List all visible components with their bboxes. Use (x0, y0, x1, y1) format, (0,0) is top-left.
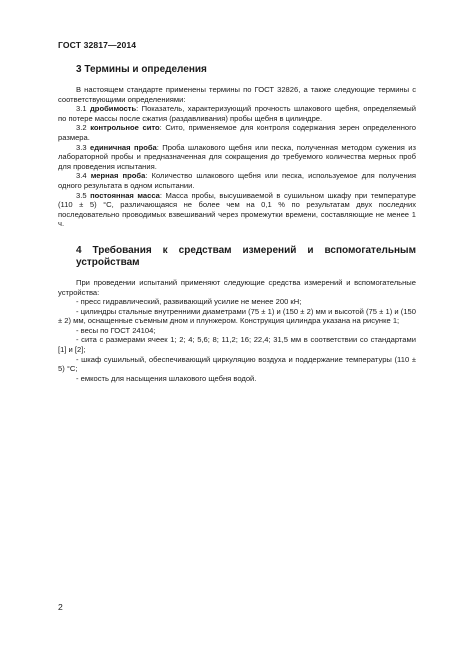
term-definition: : Сито, применяемое для контроля содержания зерен определенного размера. (58, 123, 416, 142)
section-4-title: 4 Требования к средствам измерений и вспомогательным устройствам (76, 244, 416, 268)
term-number: 3.1 (76, 104, 87, 114)
term-definition: : Количество шлакового щебня или песка, используемое для получения одного результата в одном испытании. (58, 171, 416, 190)
list-item: - пресс гидравлический, развивающий усилие не менее 200 кН; (76, 297, 302, 307)
document-header: ГОСТ 32817—2014 (58, 40, 137, 50)
list-item: - емкость для насыщения шлакового щебня водой. (76, 373, 257, 383)
term-number: 3.3 (76, 142, 87, 152)
equipment-list (58, 297, 416, 383)
section-3-title: 3 Термины и определения (76, 64, 207, 75)
list-item: - цилиндры стальные внутренними диаметрами (75 ± 1) и (150 ± 2) мм и высотой (75 ± 1) и (150 ± 2) мм, оснащенные съемным дном и плунжером. Конструкция цилиндра указана на рисунке 1; (58, 306, 416, 326)
term-3-2 (58, 123, 416, 142)
term-3-3 (58, 143, 416, 172)
term-name: единичная проба (89, 142, 157, 152)
term-3-1 (58, 104, 416, 123)
term-number: 3.5 (76, 190, 87, 200)
page-number: 2 (58, 602, 63, 612)
term-name: постоянная масса (90, 190, 160, 200)
document-body (58, 64, 416, 383)
term-definition: : Показатель, характеризующий прочность шлакового щебня, определяемый по потере массы после сжатия (раздавливания) пробы щебня в цилиндре. (58, 104, 416, 123)
section-4-intro: При проведении испытаний применяют следующие средства измерений и вспомогательные устройства: (58, 277, 416, 297)
term-number: 3.4 (76, 171, 87, 181)
term-definition: : Масса пробы, высушиваемой в сушильном шкафу при температуре (110 ± 5) °С, различающаяся не более чем на 0,1 % по результатам двух последних последовательно проводимых взвешиваний через промежутки времени, составляющие не менее 1 ч. (58, 190, 416, 229)
term-3-4 (58, 171, 416, 190)
list-item: - весы по ГОСТ 24104; (76, 325, 156, 335)
term-name: дробимость (89, 104, 137, 114)
term-number: 3.2 (76, 123, 87, 133)
list-item: - шкаф сушильный, обеспечивающий циркуляцию воздуха и поддержание температуры (110 ± 5) °С; (58, 354, 416, 374)
term-definition: : Проба шлакового щебня или песка, полученная методом сужения из лабораторной пробы и предназначенная для сокращения до требуемого количества мерных проб для проведения испытания. (58, 142, 416, 171)
term-name: мерная проба (90, 171, 146, 181)
section-3-intro: В настоящем стандарте применены термины по ГОСТ 32826, а также следующие термины с соответствующими определениями: (58, 85, 416, 104)
term-3-5 (58, 191, 416, 229)
list-item: - сита с размерами ячеек 1; 2; 4; 5,6; 8; 11,2; 16; 22,4; 31,5 мм в соответствии со стандартами [1] и [2]; (58, 335, 416, 355)
term-name: контрольное сито (90, 123, 160, 133)
